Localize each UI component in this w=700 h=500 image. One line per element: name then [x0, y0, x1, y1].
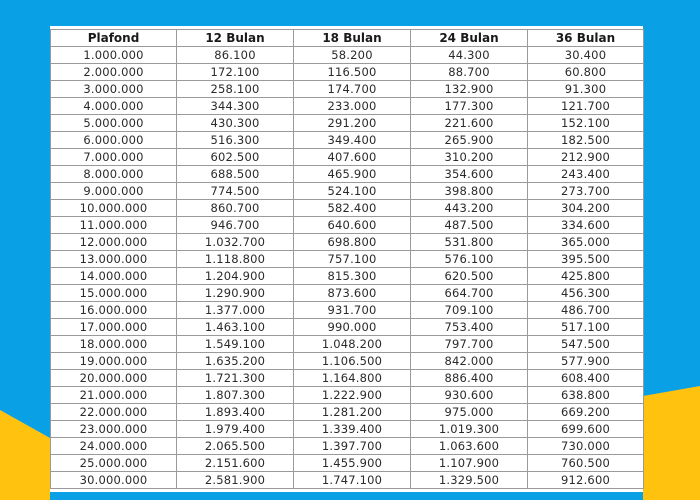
- cell-24-bulan: 842.000: [411, 353, 528, 370]
- cell-plafond: 25.000.000: [51, 455, 177, 472]
- table-row: [51, 47, 644, 64]
- cell-18-bulan: 233.000: [294, 98, 411, 115]
- cell-12-bulan: 1.721.300: [177, 370, 294, 387]
- cell-18-bulan: 582.400: [294, 200, 411, 217]
- cell-plafond: 23.000.000: [51, 421, 177, 438]
- cell-24-bulan: 44.300: [411, 47, 528, 64]
- table-body: [51, 47, 644, 489]
- cell-18-bulan: 990.000: [294, 319, 411, 336]
- cell-plafond: 22.000.000: [51, 404, 177, 421]
- cell-24-bulan: 88.700: [411, 64, 528, 81]
- cell-18-bulan: 1.106.500: [294, 353, 411, 370]
- cell-24-bulan: 132.900: [411, 81, 528, 98]
- cell-18-bulan: 407.600: [294, 149, 411, 166]
- cell-24-bulan: 177.300: [411, 98, 528, 115]
- cell-plafond: 24.000.000: [51, 438, 177, 455]
- table-row: [51, 472, 644, 489]
- cell-36-bulan: 547.500: [528, 336, 644, 353]
- cell-12-bulan: 602.500: [177, 149, 294, 166]
- cell-plafond: 13.000.000: [51, 251, 177, 268]
- cell-36-bulan: 91.300: [528, 81, 644, 98]
- table-row: [51, 438, 644, 455]
- cell-36-bulan: 395.500: [528, 251, 644, 268]
- cell-12-bulan: 860.700: [177, 200, 294, 217]
- cell-24-bulan: 531.800: [411, 234, 528, 251]
- cell-36-bulan: 638.800: [528, 387, 644, 404]
- cell-12-bulan: 1.377.000: [177, 302, 294, 319]
- cell-plafond: 20.000.000: [51, 370, 177, 387]
- cell-24-bulan: 1.107.900: [411, 455, 528, 472]
- cell-18-bulan: 174.700: [294, 81, 411, 98]
- cell-18-bulan: 465.900: [294, 166, 411, 183]
- table-row: [51, 319, 644, 336]
- cell-36-bulan: 273.700: [528, 183, 644, 200]
- cell-12-bulan: 1.979.400: [177, 421, 294, 438]
- cell-24-bulan: 709.100: [411, 302, 528, 319]
- cell-plafond: 18.000.000: [51, 336, 177, 353]
- cell-24-bulan: 975.000: [411, 404, 528, 421]
- cell-36-bulan: 456.300: [528, 285, 644, 302]
- cell-18-bulan: 291.200: [294, 115, 411, 132]
- cell-18-bulan: 1.164.800: [294, 370, 411, 387]
- header-18-bulan: 18 Bulan: [294, 30, 411, 47]
- cell-plafond: 8.000.000: [51, 166, 177, 183]
- table-row: [51, 234, 644, 251]
- table-row: [51, 149, 644, 166]
- cell-36-bulan: 517.100: [528, 319, 644, 336]
- cell-36-bulan: 699.600: [528, 421, 644, 438]
- table-row: [51, 64, 644, 81]
- cell-plafond: 1.000.000: [51, 47, 177, 64]
- cell-36-bulan: 243.400: [528, 166, 644, 183]
- cell-18-bulan: 1.397.700: [294, 438, 411, 455]
- table-row: [51, 132, 644, 149]
- table-row: [51, 404, 644, 421]
- table-row: [51, 268, 644, 285]
- cell-plafond: 4.000.000: [51, 98, 177, 115]
- cell-12-bulan: 1.463.100: [177, 319, 294, 336]
- table-row: [51, 81, 644, 98]
- cell-36-bulan: 730.000: [528, 438, 644, 455]
- cell-12-bulan: 516.300: [177, 132, 294, 149]
- header-12-bulan: 12 Bulan: [177, 30, 294, 47]
- table-row: [51, 370, 644, 387]
- cell-18-bulan: 1.339.400: [294, 421, 411, 438]
- cell-36-bulan: 669.200: [528, 404, 644, 421]
- table-row: [51, 115, 644, 132]
- cell-36-bulan: 212.900: [528, 149, 644, 166]
- cell-36-bulan: 425.800: [528, 268, 644, 285]
- cell-plafond: 21.000.000: [51, 387, 177, 404]
- cell-18-bulan: 1.747.100: [294, 472, 411, 489]
- cell-18-bulan: 1.222.900: [294, 387, 411, 404]
- yellow-shape-right: [643, 386, 700, 500]
- cell-24-bulan: 930.600: [411, 387, 528, 404]
- table-row: [51, 302, 644, 319]
- table-header-row: [51, 30, 644, 47]
- cell-24-bulan: 310.200: [411, 149, 528, 166]
- cell-18-bulan: 349.400: [294, 132, 411, 149]
- header-36-bulan: 36 Bulan: [528, 30, 644, 47]
- table-row: [51, 353, 644, 370]
- header-24-bulan: 24 Bulan: [411, 30, 528, 47]
- cell-12-bulan: 430.300: [177, 115, 294, 132]
- table-row: [51, 200, 644, 217]
- loan-table-sheet: [50, 26, 643, 492]
- cell-36-bulan: 334.600: [528, 217, 644, 234]
- cell-24-bulan: 443.200: [411, 200, 528, 217]
- cell-plafond: 19.000.000: [51, 353, 177, 370]
- table-row: [51, 421, 644, 438]
- cell-18-bulan: 815.300: [294, 268, 411, 285]
- cell-12-bulan: 1.893.400: [177, 404, 294, 421]
- cell-36-bulan: 577.900: [528, 353, 644, 370]
- cell-36-bulan: 152.100: [528, 115, 644, 132]
- cell-12-bulan: 1.204.900: [177, 268, 294, 285]
- cell-36-bulan: 760.500: [528, 455, 644, 472]
- table-row: [51, 455, 644, 472]
- cell-18-bulan: 524.100: [294, 183, 411, 200]
- cell-12-bulan: 2.581.900: [177, 472, 294, 489]
- cell-36-bulan: 608.400: [528, 370, 644, 387]
- installment-table: [50, 29, 644, 489]
- cell-12-bulan: 344.300: [177, 98, 294, 115]
- table-row: [51, 387, 644, 404]
- cell-plafond: 2.000.000: [51, 64, 177, 81]
- cell-18-bulan: 757.100: [294, 251, 411, 268]
- cell-12-bulan: 1.807.300: [177, 387, 294, 404]
- cell-36-bulan: 486.700: [528, 302, 644, 319]
- cell-36-bulan: 912.600: [528, 472, 644, 489]
- cell-12-bulan: 1.032.700: [177, 234, 294, 251]
- cell-12-bulan: 1.635.200: [177, 353, 294, 370]
- cell-36-bulan: 121.700: [528, 98, 644, 115]
- cell-24-bulan: 886.400: [411, 370, 528, 387]
- cell-12-bulan: 2.065.500: [177, 438, 294, 455]
- cell-plafond: 12.000.000: [51, 234, 177, 251]
- cell-36-bulan: 182.500: [528, 132, 644, 149]
- cell-24-bulan: 576.100: [411, 251, 528, 268]
- table-row: [51, 166, 644, 183]
- cell-plafond: 5.000.000: [51, 115, 177, 132]
- cell-12-bulan: 1.118.800: [177, 251, 294, 268]
- table-row: [51, 285, 644, 302]
- cell-12-bulan: 172.100: [177, 64, 294, 81]
- cell-24-bulan: 753.400: [411, 319, 528, 336]
- cell-12-bulan: 1.549.100: [177, 336, 294, 353]
- cell-24-bulan: 1.329.500: [411, 472, 528, 489]
- cell-36-bulan: 30.400: [528, 47, 644, 64]
- cell-12-bulan: 2.151.600: [177, 455, 294, 472]
- table-row: [51, 251, 644, 268]
- cell-24-bulan: 398.800: [411, 183, 528, 200]
- cell-24-bulan: 354.600: [411, 166, 528, 183]
- cell-18-bulan: 1.281.200: [294, 404, 411, 421]
- cell-24-bulan: 1.019.300: [411, 421, 528, 438]
- cell-12-bulan: 1.290.900: [177, 285, 294, 302]
- cell-18-bulan: 931.700: [294, 302, 411, 319]
- cell-24-bulan: 1.063.600: [411, 438, 528, 455]
- cell-18-bulan: 1.455.900: [294, 455, 411, 472]
- cell-18-bulan: 116.500: [294, 64, 411, 81]
- cell-plafond: 14.000.000: [51, 268, 177, 285]
- cell-12-bulan: 774.500: [177, 183, 294, 200]
- cell-12-bulan: 258.100: [177, 81, 294, 98]
- table-row: [51, 183, 644, 200]
- table-row: [51, 217, 644, 234]
- cell-24-bulan: 797.700: [411, 336, 528, 353]
- table-row: [51, 336, 644, 353]
- cell-24-bulan: 265.900: [411, 132, 528, 149]
- cell-12-bulan: 688.500: [177, 166, 294, 183]
- cell-24-bulan: 664.700: [411, 285, 528, 302]
- cell-24-bulan: 487.500: [411, 217, 528, 234]
- table-row: [51, 98, 644, 115]
- cell-18-bulan: 698.800: [294, 234, 411, 251]
- cell-36-bulan: 60.800: [528, 64, 644, 81]
- cell-plafond: 9.000.000: [51, 183, 177, 200]
- cell-36-bulan: 365.000: [528, 234, 644, 251]
- yellow-shape-left: [0, 410, 50, 500]
- cell-12-bulan: 946.700: [177, 217, 294, 234]
- cell-24-bulan: 221.600: [411, 115, 528, 132]
- cell-18-bulan: 1.048.200: [294, 336, 411, 353]
- cell-plafond: 6.000.000: [51, 132, 177, 149]
- cell-18-bulan: 640.600: [294, 217, 411, 234]
- cell-plafond: 10.000.000: [51, 200, 177, 217]
- cell-18-bulan: 58.200: [294, 47, 411, 64]
- cell-plafond: 15.000.000: [51, 285, 177, 302]
- cell-plafond: 16.000.000: [51, 302, 177, 319]
- cell-plafond: 30.000.000: [51, 472, 177, 489]
- cell-plafond: 7.000.000: [51, 149, 177, 166]
- cell-36-bulan: 304.200: [528, 200, 644, 217]
- cell-18-bulan: 873.600: [294, 285, 411, 302]
- cell-12-bulan: 86.100: [177, 47, 294, 64]
- cell-plafond: 11.000.000: [51, 217, 177, 234]
- cell-plafond: 17.000.000: [51, 319, 177, 336]
- cell-plafond: 3.000.000: [51, 81, 177, 98]
- cell-24-bulan: 620.500: [411, 268, 528, 285]
- header-plafond: Plafond: [51, 30, 177, 47]
